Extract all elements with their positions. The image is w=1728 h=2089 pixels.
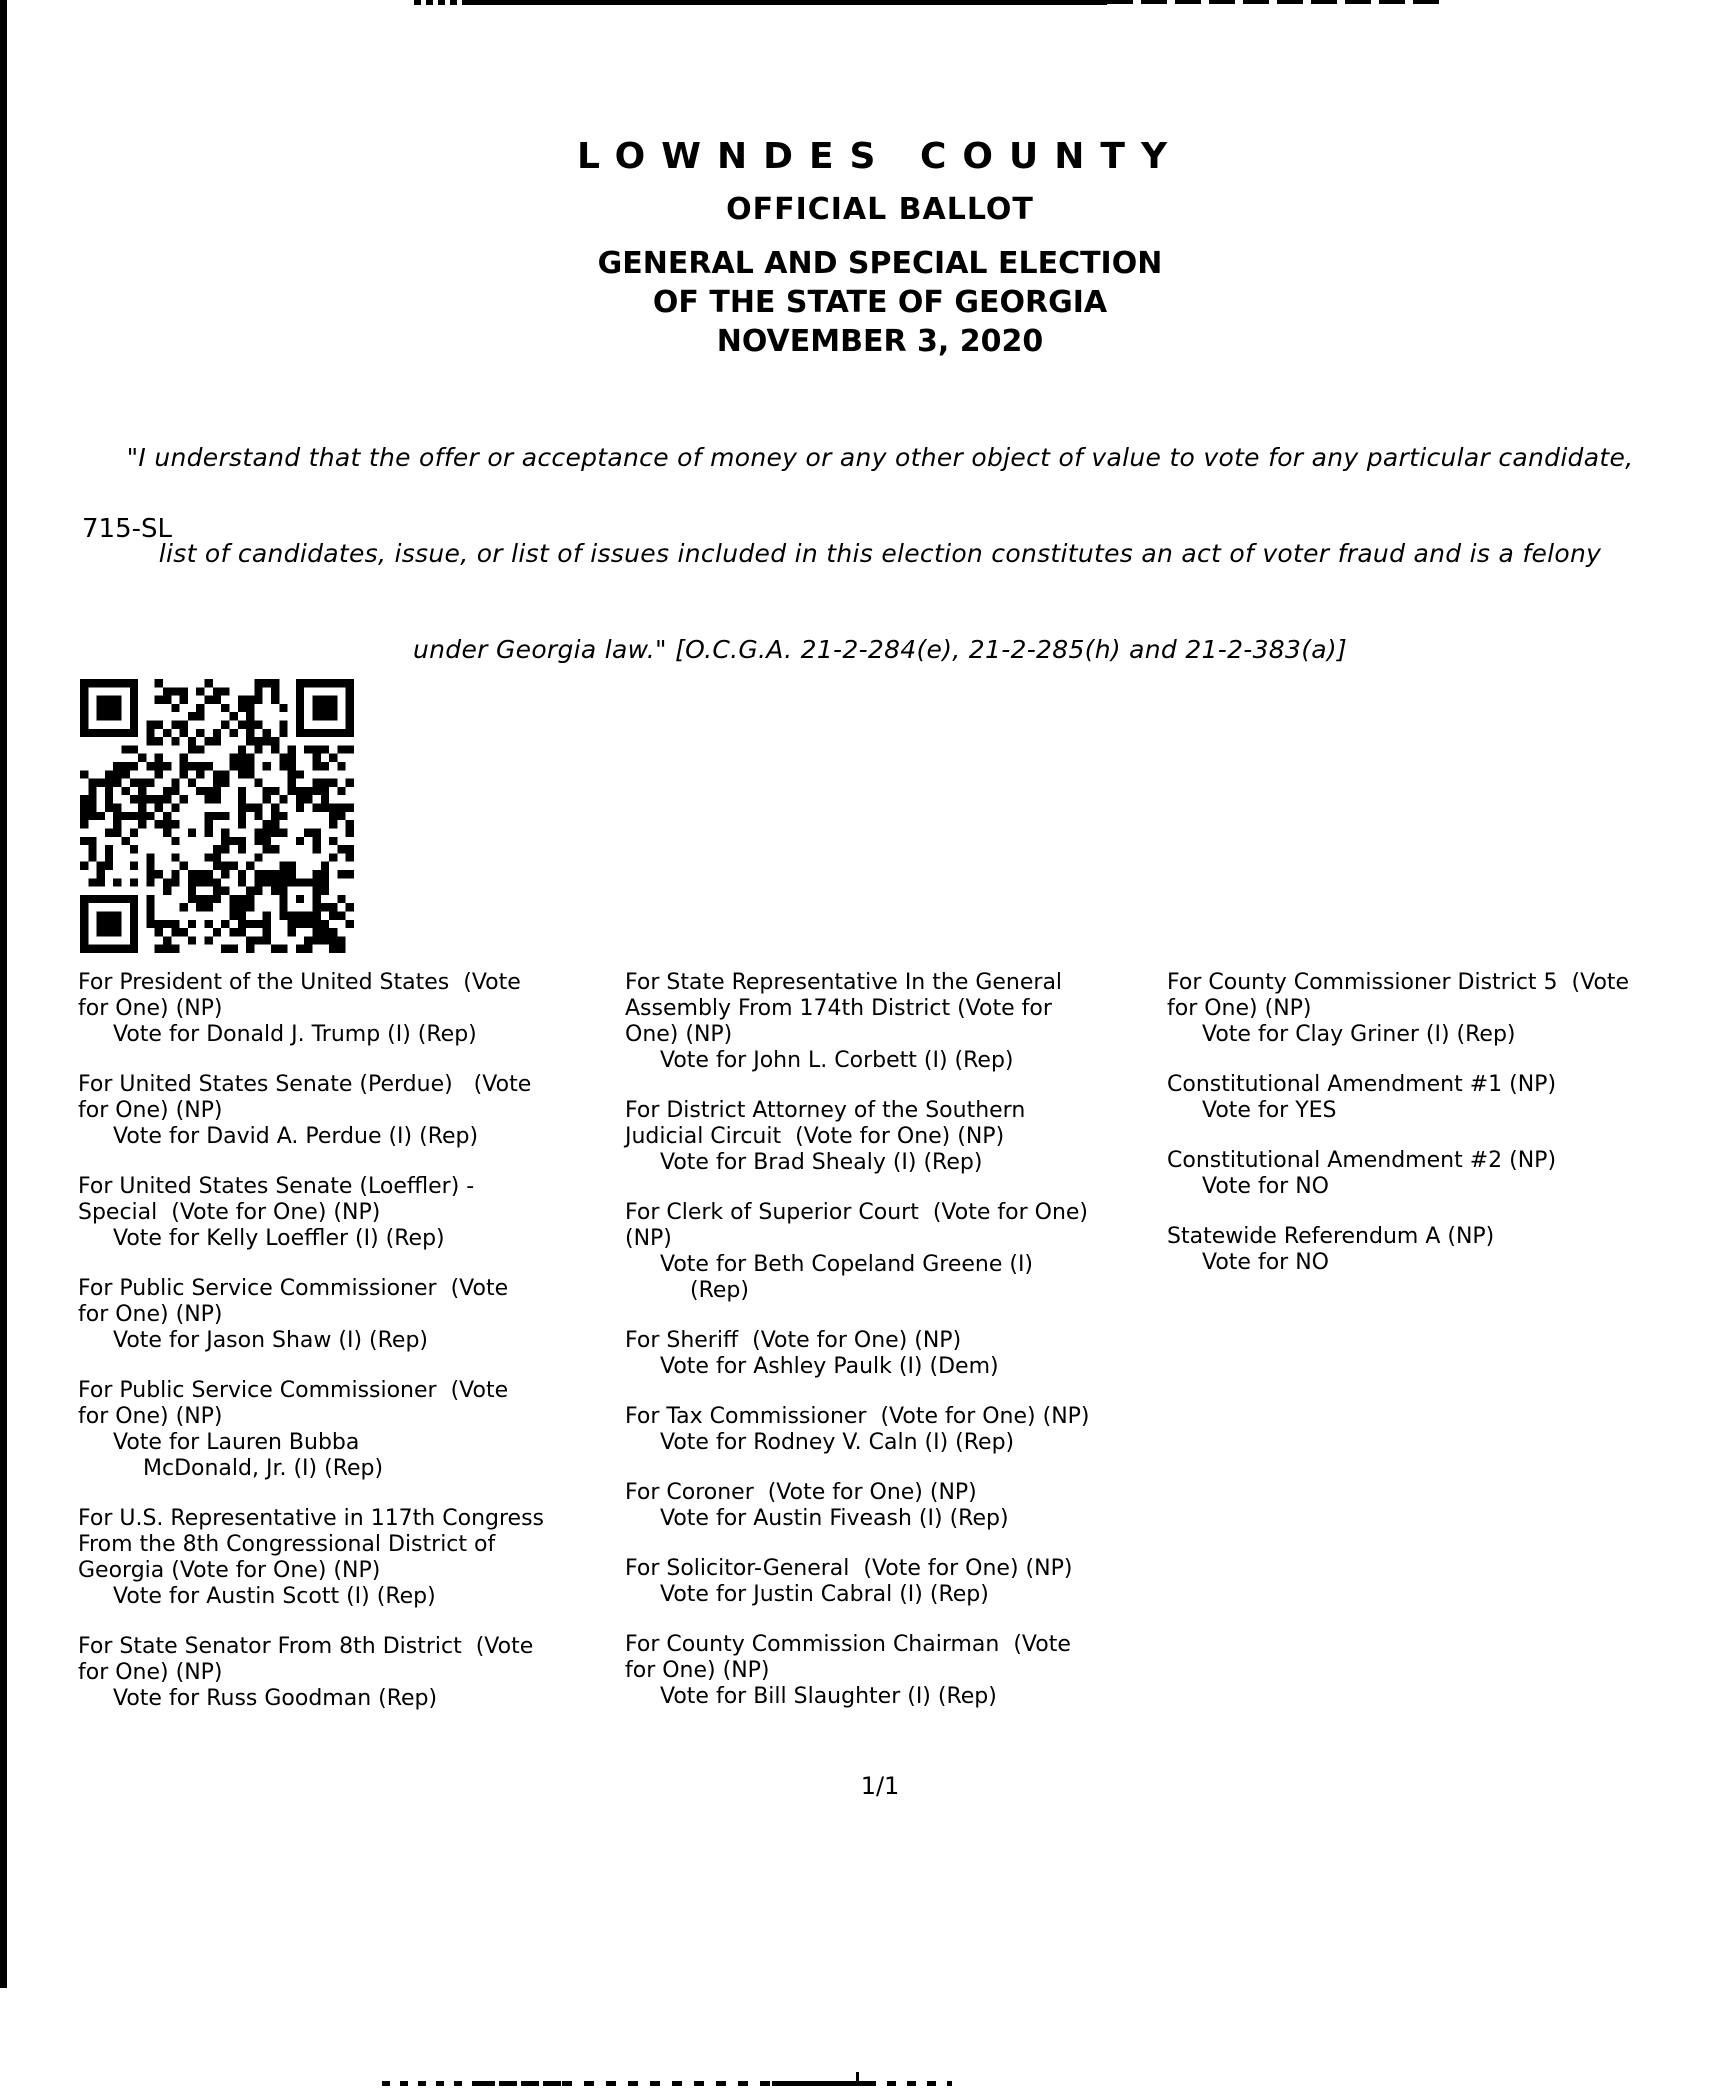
vote-selection-line: Vote for David A. Perdue (I) (Rep) xyxy=(113,1124,479,1149)
contest-block xyxy=(625,1556,1150,1608)
contest-title-line: Assembly From 174th District (Vote for xyxy=(625,996,1052,1021)
contest-block xyxy=(78,1276,603,1354)
vote-selection-line: Vote for Rodney V. Caln (I) (Rep) xyxy=(660,1430,1015,1455)
top-edge-mark xyxy=(1107,0,1445,4)
contest-title-line: for One) (NP) xyxy=(1167,996,1312,1021)
bottom-edge-mark xyxy=(562,2081,772,2086)
bottom-edge-mark xyxy=(382,2081,477,2086)
contest-title-line: One) (NP) xyxy=(625,1022,733,1047)
contest-block xyxy=(625,1098,1150,1176)
contest-block xyxy=(1167,1148,1728,1200)
contest-block xyxy=(625,1200,1150,1304)
county-title: LOWNDES COUNTY xyxy=(576,136,1184,177)
vote-selection-line: Vote for Austin Scott (I) (Rep) xyxy=(113,1584,436,1609)
contest-title-line: For President of the United States (Vote xyxy=(78,970,521,995)
vote-selection-line: Vote for Kelly Loeffler (I) (Rep) xyxy=(113,1226,445,1251)
contest-title-line: For Clerk of Superior Court (Vote for One) xyxy=(625,1200,1088,1225)
disclaimer-line: list of candidates, issue, or list of issues included in this election constitutes an act of voter fraud and is a felony xyxy=(158,539,1602,568)
precinct-code: 715-SL xyxy=(82,514,172,544)
ballot-type-title: OFFICIAL BALLOT xyxy=(726,192,1034,227)
contest-title-line: For Public Service Commissioner (Vote xyxy=(78,1378,509,1403)
contest-block xyxy=(78,1072,603,1150)
contest-title-line: For United States Senate (Loeffler) - xyxy=(78,1174,475,1199)
vote-selection-line: Vote for Clay Griner (I) (Rep) xyxy=(1202,1022,1516,1047)
bottom-edge-tick xyxy=(856,2072,859,2082)
vote-selection-line: Vote for NO xyxy=(1202,1174,1329,1199)
election-title-line1: GENERAL AND SPECIAL ELECTION xyxy=(597,246,1163,281)
contest-title-line: For State Representative In the General xyxy=(625,970,1063,995)
contest-block xyxy=(78,1378,603,1482)
vote-selection-line: Vote for Beth Copeland Greene (I) xyxy=(660,1252,1034,1277)
election-title-line2: OF THE STATE OF GEORGIA xyxy=(652,285,1108,320)
bottom-edge-mark xyxy=(772,2081,867,2086)
disclaimer-line: "I understand that the offer or acceptance of money or any other object of value to vote for any particular candidate, xyxy=(126,443,1634,472)
contest-title-line: For County Commissioner District 5 (Vote xyxy=(1167,970,1630,995)
vote-selection-line: McDonald, Jr. (I) (Rep) xyxy=(143,1456,384,1481)
vote-selection-line: Vote for Brad Shealy (I) (Rep) xyxy=(660,1150,983,1175)
contest-title-line: for One) (NP) xyxy=(78,996,223,1021)
contest-title-line: Constitutional Amendment #1 (NP) xyxy=(1167,1072,1557,1097)
vote-selection-line: Vote for Ashley Paulk (I) (Dem) xyxy=(660,1354,999,1379)
disclaimer-line: under Georgia law." [O.C.G.A. 21-2-284(e), 21-2-285(h) and 21-2-383(a)] xyxy=(413,635,1347,664)
contest-title-line: For U.S. Representative in 117th Congress xyxy=(78,1506,544,1531)
contest-title-line: (NP) xyxy=(625,1226,672,1251)
contest-title-line: For Tax Commissioner (Vote for One) (NP) xyxy=(625,1404,1090,1429)
contest-block xyxy=(78,1506,603,1610)
contest-title-line: For State Senator From 8th District (Vote xyxy=(78,1634,534,1659)
contest-title-line: for One) (NP) xyxy=(78,1404,223,1429)
contest-title-line: For District Attorney of the Southern xyxy=(625,1098,1026,1123)
vote-selection-line: Vote for Donald J. Trump (I) (Rep) xyxy=(113,1022,477,1047)
bottom-edge-mark xyxy=(867,2081,952,2086)
top-edge-mark xyxy=(414,0,468,5)
contest-block xyxy=(625,1632,1150,1710)
top-edge-mark xyxy=(468,0,1107,5)
contest-title-line: For County Commission Chairman (Vote xyxy=(625,1632,1071,1657)
qr-code xyxy=(78,679,356,953)
contest-block xyxy=(1167,1072,1728,1124)
contest-title-line: for One) (NP) xyxy=(78,1098,223,1123)
contest-block xyxy=(78,1174,603,1252)
contest-title-line: Special (Vote for One) (NP) xyxy=(78,1200,381,1225)
contest-title-line: Georgia (Vote for One) (NP) xyxy=(78,1558,381,1583)
contest-title-line: Statewide Referendum A (NP) xyxy=(1167,1224,1495,1249)
contest-block xyxy=(625,970,1150,1074)
contest-block xyxy=(625,1404,1150,1456)
contest-title-line: For Coroner (Vote for One) (NP) xyxy=(625,1480,977,1505)
contest-title-line: For Solicitor-General (Vote for One) (NP) xyxy=(625,1556,1073,1581)
ballot-column-3 xyxy=(1167,970,1728,1300)
contest-block xyxy=(1167,970,1728,1048)
vote-selection-line: Vote for Russ Goodman (Rep) xyxy=(113,1686,438,1711)
vote-selection-line: (Rep) xyxy=(690,1278,749,1303)
contest-title-line: Judicial Circuit (Vote for One) (NP) xyxy=(625,1124,1005,1149)
ballot-column-1 xyxy=(78,970,603,1736)
scan-edge-bar xyxy=(0,0,7,1988)
vote-selection-line: Vote for Justin Cabral (I) (Rep) xyxy=(660,1582,989,1607)
contest-block xyxy=(625,1480,1150,1532)
contest-block xyxy=(78,970,603,1048)
contest-title-line: For Public Service Commissioner (Vote xyxy=(78,1276,509,1301)
vote-selection-line: Vote for John L. Corbett (I) (Rep) xyxy=(660,1048,1014,1073)
vote-selection-line: Vote for Bill Slaughter (I) (Rep) xyxy=(660,1684,997,1709)
vote-selection-line: Vote for Lauren Bubba xyxy=(113,1430,360,1455)
vote-selection-line: Vote for YES xyxy=(1202,1098,1337,1123)
contest-title-line: Constitutional Amendment #2 (NP) xyxy=(1167,1148,1557,1173)
contest-title-line: From the 8th Congressional District of xyxy=(78,1532,496,1557)
contest-block xyxy=(78,1634,603,1712)
contest-title-line: For Sheriff (Vote for One) (NP) xyxy=(625,1328,962,1353)
contest-title-line: for One) (NP) xyxy=(625,1658,770,1683)
bottom-edge-mark xyxy=(477,2081,562,2086)
contest-block xyxy=(625,1328,1150,1380)
contest-title-line: for One) (NP) xyxy=(78,1660,223,1685)
contest-title-line: for One) (NP) xyxy=(78,1302,223,1327)
page-number: 1/1 xyxy=(860,1772,900,1800)
contest-block xyxy=(1167,1224,1728,1276)
vote-selection-line: Vote for Austin Fiveash (I) (Rep) xyxy=(660,1506,1009,1531)
contest-title-line: For United States Senate (Perdue) (Vote xyxy=(78,1072,532,1097)
voter-fraud-disclaimer xyxy=(16,378,1728,698)
election-date: NOVEMBER 3, 2020 xyxy=(716,324,1044,359)
vote-selection-line: Vote for Jason Shaw (I) (Rep) xyxy=(113,1328,429,1353)
vote-selection-line: Vote for NO xyxy=(1202,1250,1329,1275)
ballot-column-2 xyxy=(625,970,1150,1734)
